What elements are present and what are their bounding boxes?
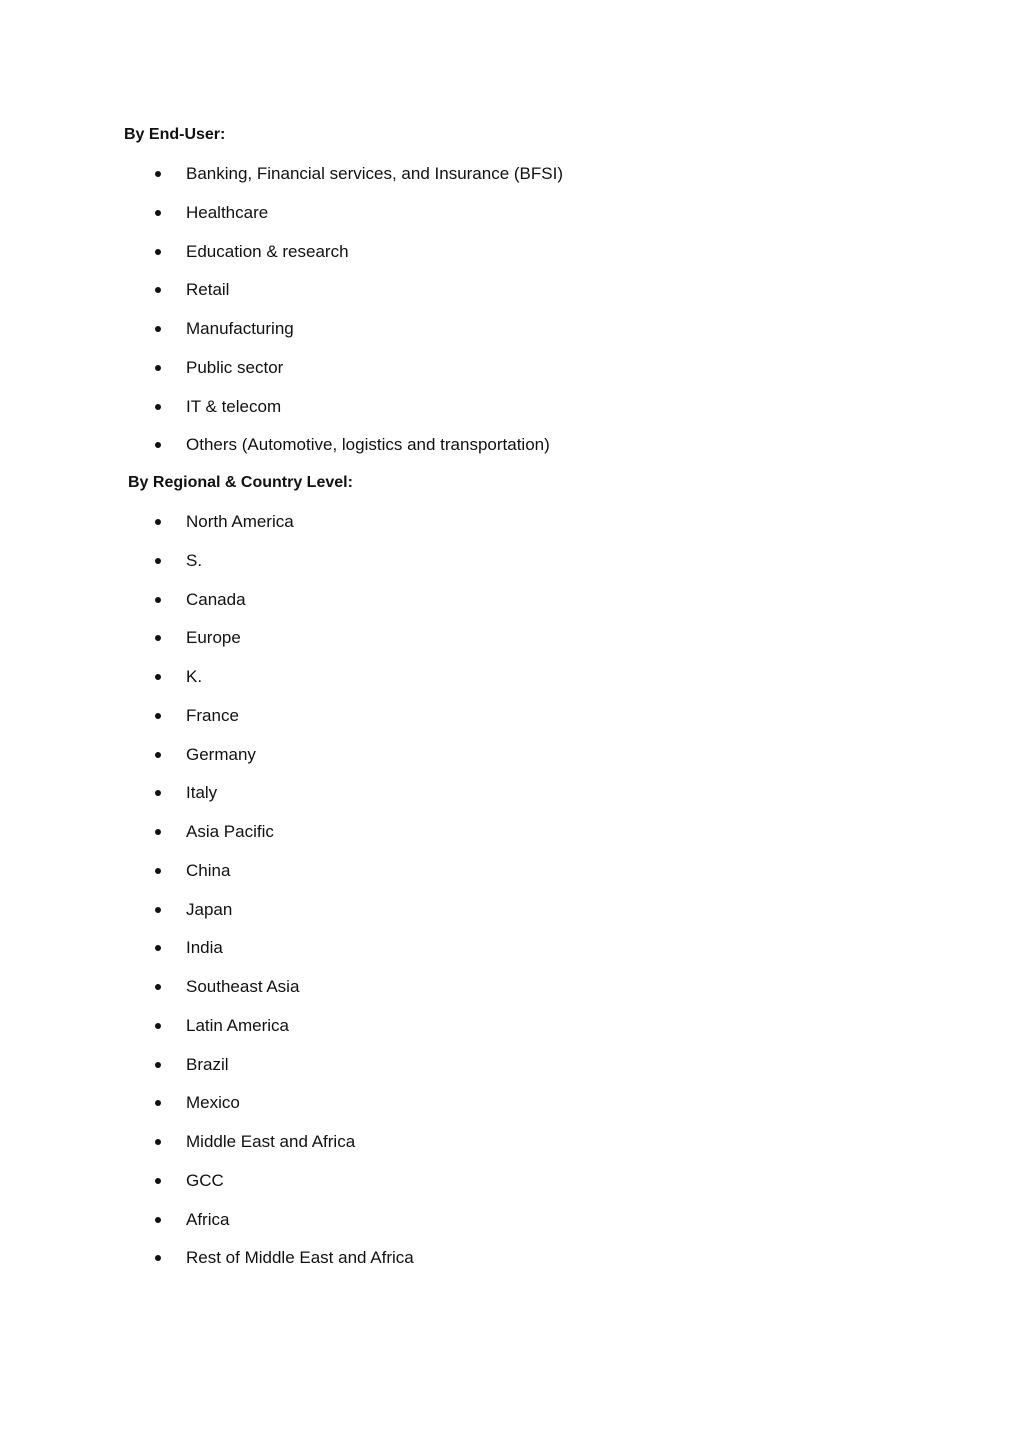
bullet-icon: [155, 984, 161, 990]
bullet-icon: [155, 442, 161, 448]
list-item: [0, 551, 414, 590]
bullet-icon: [155, 558, 161, 564]
list-item: [0, 822, 414, 861]
list-item-text: Rest of Middle East and Africa: [186, 1248, 414, 1268]
list-item-text: France: [186, 705, 239, 725]
list-item: [0, 900, 414, 939]
end-user-list: [0, 164, 563, 474]
list-item-text: Education & research: [186, 241, 349, 261]
bullet-icon: [155, 868, 161, 874]
list-item: [0, 1171, 414, 1210]
bullet-icon: [155, 1023, 161, 1029]
list-item-text: Banking, Financial services, and Insurance (BFSI): [186, 164, 564, 183]
list-item: [0, 512, 414, 551]
list-item-text: GCC: [186, 1170, 224, 1190]
list-item: [0, 667, 414, 706]
bullet-icon: [155, 713, 161, 719]
list-item: [0, 1055, 414, 1094]
bullet-icon: [155, 1062, 161, 1068]
list-item: [0, 745, 414, 784]
region-list: [0, 512, 414, 1287]
list-item-text: Manufacturing: [186, 319, 294, 338]
bullet-icon: [155, 945, 161, 951]
list-item: [0, 435, 563, 474]
list-item: [0, 397, 563, 436]
bullet-icon: [155, 404, 161, 410]
list-item: [0, 861, 414, 900]
bullet-icon: [155, 1217, 161, 1223]
list-item-text: Africa: [186, 1209, 230, 1229]
list-item: [0, 1093, 414, 1132]
bullet-icon: [155, 829, 161, 835]
list-item-text: China: [186, 860, 231, 880]
list-item-text: Japan: [186, 899, 233, 919]
bullet-icon: [155, 907, 161, 913]
bullet-icon: [155, 171, 161, 177]
bullet-icon: [155, 790, 161, 796]
list-item: [0, 1248, 414, 1287]
list-item: [0, 242, 563, 281]
list-item-text: Brazil: [186, 1054, 229, 1074]
list-item-text: Mexico: [186, 1093, 240, 1113]
section-heading-region: By Regional & Country Level:: [128, 474, 353, 491]
list-item: [0, 358, 563, 397]
list-item: [0, 1016, 414, 1055]
bullet-icon: [155, 210, 161, 216]
list-item-text: IT & telecom: [186, 396, 282, 416]
list-item: [0, 203, 563, 242]
list-item-text: Europe: [186, 628, 241, 648]
list-item: [0, 590, 414, 629]
bullet-icon: [155, 287, 161, 293]
bullet-icon: [155, 674, 161, 680]
bullet-icon: [155, 365, 161, 371]
list-item-text: Canada: [186, 589, 246, 609]
bullet-icon: [155, 635, 161, 641]
bullet-icon: [155, 597, 161, 603]
list-item-text: Retail: [186, 280, 230, 300]
list-item: [0, 628, 414, 667]
list-item: [0, 783, 414, 822]
list-item-text: Italy: [186, 783, 218, 803]
bullet-icon: [155, 1100, 161, 1106]
list-item: [0, 706, 414, 745]
list-item-text: Others (Automotive, logistics and transportation): [186, 435, 550, 455]
bullet-icon: [155, 519, 161, 525]
list-item: [0, 1210, 414, 1249]
list-item-text: Germany: [186, 744, 256, 764]
list-item: [0, 1132, 414, 1171]
list-item-text: Latin America: [186, 1015, 289, 1035]
list-item-text: K.: [186, 667, 203, 686]
list-item: [0, 938, 414, 977]
bullet-icon: [155, 326, 161, 332]
list-item-text: Healthcare: [186, 202, 269, 222]
list-item-text: Middle East and Africa: [186, 1132, 356, 1151]
list-item-text: Asia Pacific: [186, 822, 274, 841]
bullet-icon: [155, 752, 161, 758]
bullet-icon: [155, 1255, 161, 1261]
list-item: [0, 977, 414, 1016]
list-item-text: India: [186, 938, 223, 958]
bullet-icon: [155, 249, 161, 255]
list-item: [0, 164, 563, 203]
bullet-icon: [155, 1139, 161, 1145]
list-item-text: Southeast Asia: [186, 977, 300, 996]
bullet-icon: [155, 1178, 161, 1184]
list-item-text: Public sector: [186, 357, 284, 377]
list-item-text: North America: [186, 512, 294, 531]
list-item-text: S.: [186, 550, 203, 570]
section-heading-end-user: By End-User:: [124, 126, 226, 143]
list-item: [0, 319, 563, 358]
list-item: [0, 280, 563, 319]
